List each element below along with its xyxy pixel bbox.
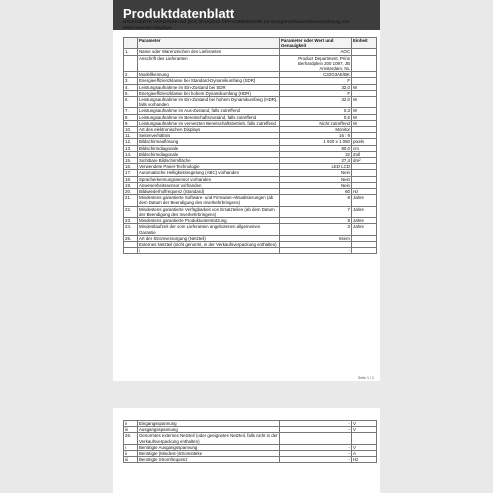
row-unit: cm xyxy=(352,145,377,151)
row-value: Monitor xyxy=(280,127,352,133)
row-parameter: Genormtes externes Netzteil (oder geeignetes Netzteil, falls nicht in der Verkaufsverpackung enthalten) xyxy=(139,433,278,444)
row-number: 16. xyxy=(124,164,138,170)
table-row xyxy=(124,457,377,463)
row-number: 10. xyxy=(124,127,138,133)
row-parameter: Spracherkennungssensor vorhanden xyxy=(138,176,280,182)
row-unit xyxy=(352,248,377,254)
row-parameter: Leistungsaufnahme im vernetzten Bereitschaftsbetrieb, falls zutreffend xyxy=(138,120,280,126)
row-parameter: Bildwiederholfrequenz (Standard) xyxy=(138,189,280,195)
row-number: 26. xyxy=(124,433,138,444)
row-parameter: Externes Netzteil (nicht genormt, in der Verkaufsverpackung enthalten) xyxy=(138,241,280,247)
row-number xyxy=(124,248,138,254)
row-value: 32,0 xyxy=(280,84,352,90)
row-number: 11. xyxy=(124,133,138,139)
row-unit: V xyxy=(352,427,377,433)
row-value: - xyxy=(280,444,352,450)
row-unit: W xyxy=(352,120,377,126)
row-unit xyxy=(352,55,377,72)
row-number: 9. xyxy=(124,120,138,126)
row-number: i xyxy=(124,444,138,450)
product-data-table xyxy=(123,37,377,254)
row-parameter: Automatische Helligkeitsregelung (ABC) vorhanden xyxy=(138,170,280,176)
table-row xyxy=(124,195,377,206)
row-unit: A xyxy=(352,451,377,457)
row-parameter: Leistungsaufnahme im Aus-Zustand, falls zutreffend xyxy=(138,108,280,114)
row-number: 17. xyxy=(124,170,138,176)
row-number: 18. xyxy=(124,176,138,182)
row-value: Product Department, Prins Berhardplein 200 1097, JB Amsterdam, NL xyxy=(280,55,352,72)
regulation-subtitle: DELEGIERTE VERORDNUNG (EU) 2019/2013 DER KOMMISSION zur Energieverbrauchskennzeichnung von elektronischen Displays xyxy=(123,19,350,30)
row-value: - xyxy=(280,248,352,254)
row-value: Nicht zutreffend xyxy=(280,120,352,126)
row-unit: Hz xyxy=(352,189,377,195)
row-parameter: Bildschirmdiagonale xyxy=(138,151,280,157)
row-unit: dm² xyxy=(352,158,377,164)
row-parameter: Energieeffizienzklasse bei hohem Dynamikumfang (HDR) xyxy=(138,90,280,96)
row-value: 8 xyxy=(280,195,352,206)
row-value: - xyxy=(280,427,352,433)
table-row xyxy=(124,97,377,108)
row-number: 21. xyxy=(124,195,138,206)
row-unit: W xyxy=(352,114,377,120)
row-value: 0,5 xyxy=(280,114,352,120)
row-parameter: Art des elektronischen Displays xyxy=(138,127,280,133)
row-unit: Hz xyxy=(352,457,377,463)
row-value: 32 xyxy=(280,151,352,157)
row-value: Nein xyxy=(280,176,352,182)
row-parameter: Mindestlaufzeit der vom Lieferanten angebotenen allgemeinen Garantie xyxy=(138,224,280,235)
row-unit: Jahre xyxy=(352,195,377,206)
row-number: 3. xyxy=(124,78,138,84)
row-value: 3 xyxy=(280,224,352,235)
row-parameter: Anschrift des Lieferanten xyxy=(138,55,280,72)
row-number: 5. xyxy=(124,90,138,96)
row-value: 60 xyxy=(280,189,352,195)
row-number: iii xyxy=(124,427,138,433)
row-value xyxy=(280,433,352,444)
row-parameter: Verwendete Panel-Technologie xyxy=(138,164,280,170)
row-parameter: Mindestens garantierte Produktunterstützung xyxy=(138,218,280,224)
row-value: LED LCD xyxy=(280,164,352,170)
row-unit: W xyxy=(352,108,377,114)
header-unit: Einheit xyxy=(352,38,377,49)
row-number: ii xyxy=(124,451,138,457)
row-value: 80,0 xyxy=(280,145,352,151)
row-unit xyxy=(352,433,377,444)
row-number: 1. xyxy=(124,49,138,55)
row-value: - xyxy=(280,457,352,463)
row-parameter: Energieeffizienzklasse bei Standard-Dynamikumfang (SDR) xyxy=(138,78,280,84)
row-number: 15. xyxy=(124,158,138,164)
row-unit: W xyxy=(352,84,377,90)
row-parameter: Benötigte (Mindest-)Stromstärke xyxy=(138,451,280,457)
table-row xyxy=(124,55,377,72)
row-parameter: Leistungsaufnahme im Bereitschaftszustand, falls zutreffend xyxy=(138,114,280,120)
row-parameter: Sichtbare Bildschirmfläche xyxy=(138,158,280,164)
row-parameter: Mindestens garantierte Verfügbarkeit von Ersatzteilen (ab dem Datum der Beendigung des Inverkehrbringens) xyxy=(138,206,280,217)
row-parameter: Bildschirmdiagonale xyxy=(138,145,280,151)
row-number: 14. xyxy=(124,151,138,157)
row-parameter: Art der Stromversorgung (Netzteil) xyxy=(138,235,280,241)
row-parameter: Name oder Warenzeichen des Lieferanten xyxy=(138,49,280,55)
document-page-1 xyxy=(113,0,380,381)
row-value: 1 920 x 1 080 xyxy=(280,139,352,145)
row-parameter: Ausgangsspannung xyxy=(138,427,280,433)
row-value: 16 : 9 xyxy=(280,133,352,139)
row-parameter: Leistungsaufnahme im Ein-Zustand bei SDR xyxy=(138,84,280,90)
row-parameter: Benötigte Ausgangsspannung xyxy=(138,444,280,450)
row-number: 8. xyxy=(124,114,138,120)
row-number: 6. xyxy=(124,97,138,108)
header-parameter: Parameter xyxy=(138,38,280,49)
page-title: Produktdatenblatt xyxy=(123,6,235,21)
row-number xyxy=(124,55,138,72)
row-unit: Jahre xyxy=(352,218,377,224)
row-number: 23. xyxy=(124,218,138,224)
row-parameter: Eingangsspannung xyxy=(138,421,280,427)
row-number: 19. xyxy=(124,182,138,188)
table-row xyxy=(124,224,377,235)
product-data-table-continued xyxy=(123,420,377,463)
row-unit: Zoll xyxy=(352,151,377,157)
document-page-2 xyxy=(113,408,380,493)
row-unit: V xyxy=(352,421,377,427)
row-value: Intern xyxy=(280,235,352,241)
row-value: - xyxy=(280,421,352,427)
row-parameter: Seitenverhältnis xyxy=(138,133,280,139)
row-unit: W xyxy=(352,97,377,108)
row-number: 12. xyxy=(124,139,138,145)
row-value: - xyxy=(280,451,352,457)
row-value: AOC xyxy=(280,49,352,55)
row-value: C32G3AE/BK xyxy=(280,72,352,78)
row-number: iii xyxy=(124,457,138,463)
row-value: 8 xyxy=(280,218,352,224)
row-parameter: Mindestens garantierte Software- und Firmware-Aktualisierungen (ab dem Datum der Beendigung des Inverkehrbringens) xyxy=(138,195,280,206)
row-unit: pixels xyxy=(352,139,377,145)
header-value: Parameter oder Wert und Genauigkeit xyxy=(280,38,352,49)
row-parameter: Bildschirmauflösung xyxy=(138,139,280,145)
row-value: Nein xyxy=(280,170,352,176)
row-unit: Jahre xyxy=(352,206,377,217)
row-number: 20. xyxy=(124,189,138,195)
row-value: F xyxy=(280,78,352,84)
row-value: 0,3 xyxy=(280,108,352,114)
row-parameter: Benötigte Stromfrequenz xyxy=(138,457,280,463)
row-number: 2. xyxy=(124,72,138,78)
row-parameter: Modellkennung xyxy=(138,72,280,78)
row-parameter: i xyxy=(138,248,280,254)
row-parameter: Leistungsaufnahme im Ein-Zustand bei hohem Dynamikumfang (HDR), falls vorhanden xyxy=(139,97,278,108)
row-unit: V xyxy=(352,444,377,450)
row-number: 25. xyxy=(124,235,138,241)
row-number: ii xyxy=(124,421,138,427)
row-value: 7 xyxy=(280,206,352,217)
table-row xyxy=(124,433,377,444)
row-value: 32,0 xyxy=(280,97,352,108)
table-row xyxy=(124,120,377,126)
row-number: 13. xyxy=(124,145,138,151)
table-row xyxy=(124,248,377,254)
row-parameter: Anwesenheitssensor vorhanden xyxy=(138,182,280,188)
header-no xyxy=(124,38,138,49)
page-number: Seite 1 / 2 xyxy=(357,376,374,380)
row-number: 7. xyxy=(124,108,138,114)
row-value: 27,4 xyxy=(280,158,352,164)
row-number: 4. xyxy=(124,84,138,90)
table-row xyxy=(124,206,377,217)
row-value: F xyxy=(280,90,352,96)
row-value: Nein xyxy=(280,182,352,188)
table-header-row xyxy=(124,38,377,49)
row-number: 22. xyxy=(124,206,138,217)
row-number: 24. xyxy=(124,224,138,235)
row-unit: Jahre xyxy=(352,224,377,235)
